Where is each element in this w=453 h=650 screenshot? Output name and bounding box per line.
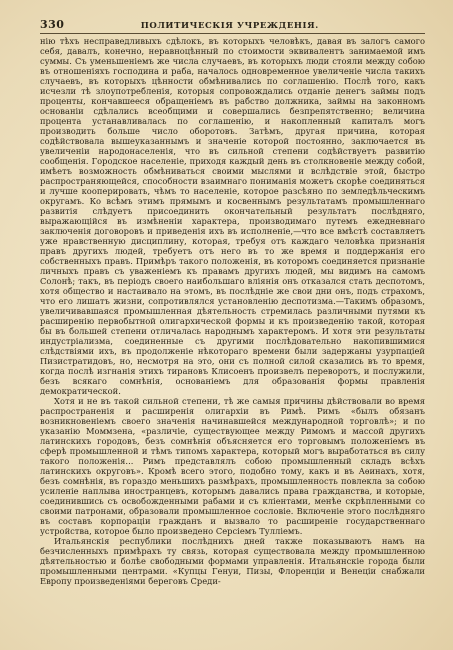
header-rule xyxy=(40,33,425,34)
page-body xyxy=(40,36,425,644)
paragraph-1: нію тѣхъ несправедливыхъ сдѣлокъ, въ которыхъ человѣкъ, давая въ залогъ самого себя, давалъ, конечно, неравноцѣнный по стоимости эквивалентъ занимаемой имъ суммы. Съ уменьшеніемъ же числа случаевъ, въ которыхъ люди стояли между собою въ отношеніяхъ господина и раба, началось одновременное увеличеніе числа такихъ случаевъ, въ которыхъ цѣнности обмѣнивались по соглашенію. Послѣ того, какъ исчезли тѣ злоупотребленія, которыя сопровождались отданіе денегъ займы подъ проценты, кончавшееся обращеніемъ въ рабство должника, займы на законномъ основаніи сдѣлались всеобщими и совершались безпрепятственно; величина процента устанавливалась по соглашенію, и накопленный капиталъ могъ производить больше число оборотовъ. Затѣмъ, другая причина, которая содѣйствовала вышеуказаннымъ и значеніе которой постоянно, заключается въ увеличеніи народонаселенія, что въ сильной степени содѣйствуетъ развитію сообщенія. Городское населеніе, приходя каждый день въ столкновеніе между собой, имѣетъ возможность обмѣниваться своими мыслями и вслѣдствіе этой, быстро распространяющейся, способности взаимнаго пониманія можетъ скорѣе соединяться и лучше кооперировать, чѣмъ то населеніе, которое разсѣяно по земледѣльческимъ округамъ. Ко всѣмъ этимъ прямымъ и косвеннымъ результатамъ промышленнаго развитія слѣдуетъ присоединить окончательный результатъ послѣдняго, выражающійся въ измѣненіи характера, производимаго путемъ ежедневнаго заключенія договоровъ и приведенія ихъ въ исполненіе,—что все вмѣстѣ составляетъ уже нравственную дисциплину, которая, требуя отъ каждаго человѣка признанія правъ другихъ людей, требуетъ отъ него въ то же время и поддержанія его собственныхъ правъ. Примѣръ такого положенія, въ которомъ соединяется признаніе личныхъ правъ съ уваженіемъ къ правамъ другихъ людей, мы видимъ на самомъ Солонѣ; такъ, въ періодъ своего наибольшаго вліянія онъ отказался стать деспотомъ, хотя общество и настаивало на этомъ, въ послѣдніе же свои дни онъ, подъ страхомъ, что его лишатъ жизни, сопротивлялся установленію деспотизма.—Такимъ образомъ, увеличивавшаяся промышленная дѣятельность стремилась различными путями къ расширенію первобытной олигархической формы и къ произведенію такой, которая бы въ большей степени отличалась народнымъ характеромъ. И хотя эти результаты индустріализма, соединенные съ другими послѣдовательно накопившимися слѣдствіями ихъ, въ продолженіе нѣкотораго времени были задержаны узурпацiей Пизистратидовъ, но, несмотря на это, они съ полной силой сказались въ то время, когда послѣ изгнанія этихъ тирановъ Клисоенъ произвелъ переворотъ, и послужили, безъ всякаго сомнѣнія, основаніемъ для образованія формы правленія демократической. xyxy=(40,36,425,396)
running-title: ПОЛИТИЧЕСКІЯ УЧРЕЖДЕНІЯ. xyxy=(140,21,319,31)
paragraph-3: Итальянскія республики послѣднихъ дней также показываютъ намъ на безчисленныхъ примѣрахъ ту связь, которая существовала между промышленною дѣятельностью и болѣе свободными формами управленія. Итальянскіе города были промышленными центрами. «Купцы Генуи, Пизы, Флоренціи и Венеціи снабжали Европу произведеніями береговъ Среди- xyxy=(40,536,425,586)
page-number: 330 xyxy=(40,18,65,31)
page-header xyxy=(40,18,425,32)
paragraph-2: Хотя и не въ такой сильной степени, тѣ же самыя причины дѣйствовали во время распространенія и расширенія олигархіи въ Римѣ. Римъ «былъ обязанъ возникновеніемъ своего значенія начинавшейся международной торговлѣ»; и по указанію Моммзена, «различіе, существующее между Римомъ и массой другихъ латинскихъ городовъ, безъ сомнѣнія объясняется его торговымъ положеніемъ въ сферѣ промышленной и тѣмъ типомъ характера, который могъ выработаться въ силу такого положенія... Римъ представлялъ собою промышленный складъ всѣхъ латинскихъ округовъ». Кромѣ всего этого, подобно тому, какъ и въ Аѳинахъ, хотя, безъ сомнѣнія, въ гораздо меньшихъ размѣрахъ, промышленность повлекла за собою усиленіе наплыва иностранцевъ, которымъ давались права гражданства, и которые, соединившись съ освобожденными рабами и съ кліентами, менѣе скрѣпленными со своими патронами, образовали промышленное сословіе. Включеніе этого послѣдняго въ составъ корпораціи гражданъ и вызвало то расширеніе государственнаго устройства, которое было произведено Серсіемъ Тулліемъ. xyxy=(40,396,425,536)
